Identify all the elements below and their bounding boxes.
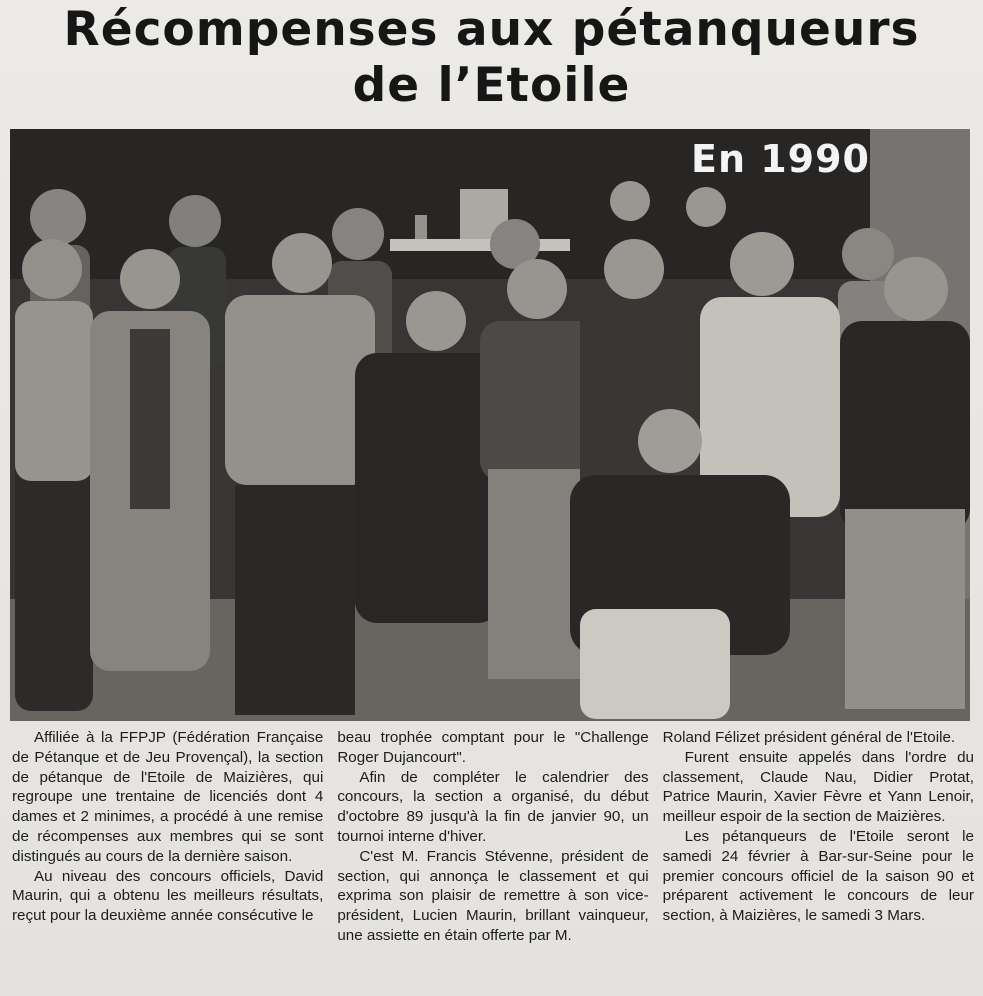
headline-line-2: de l’Etoile xyxy=(352,58,631,113)
article-column-3 xyxy=(663,728,974,992)
paragraph: C'est M. Francis Stévenne, président de section, qui annonça le classement et qui exprima son plaisir de remettre à son vice-président, Lucien Maurin, brillant vainqueur, une assiette en étain offerte par M. xyxy=(337,847,649,944)
paragraph: Au niveau des concours officiels, David Maurin, qui a obtenu les meilleurs résultats, reçut pour la deuxième année consécutive le xyxy=(12,867,324,925)
paragraph: beau trophée comptant pour le "Challenge Roger Dujancourt". xyxy=(337,729,649,766)
paragraph: Affiliée à la FFPJP (Fédération Française de Pétanque et de Jeu Provençal), la section de pétanque de l'Etoile de Maizières, qui regroupe une trentaine de licenciés dont 4 dames et 2 minimes, a procédé à une remise de récompenses aux membres qui se sont distingués au cours de la dernière saison. xyxy=(12,729,324,865)
article-body xyxy=(12,728,974,992)
article-column-2 xyxy=(337,728,648,992)
paragraph: Furent ensuite appelés dans l'ordre du classement, Claude Nau, Didier Protat, Patrice Maurin, Xavier Fèvre et Yann Lenoir, meilleur espoir de la section de Maizières. xyxy=(662,748,974,826)
group-photo-illustration xyxy=(10,129,970,721)
group-photo xyxy=(10,129,970,721)
year-overlay: En 1990 xyxy=(690,137,870,181)
paragraph: Roland Félizet président général de l'Etoile. xyxy=(662,729,956,746)
paragraph: Les pétanqueurs de l'Etoile seront le samedi 24 février à Bar-sur-Seine pour le premier concours officiel de la saison 90 et préparent activement le concours de leur section, à Maizières, le samedi 3 Mars. xyxy=(662,827,974,925)
headline xyxy=(0,2,983,114)
headline-line-1: Récompenses aux pétanqueurs xyxy=(63,2,920,57)
paragraph: Afin de compléter le calendrier des concours, la section a organisé, du début d'octobre 89 jusqu'à la fin de janvier 90, un tournoi interne d'hiver. xyxy=(337,768,649,845)
article-column-1 xyxy=(12,728,323,992)
